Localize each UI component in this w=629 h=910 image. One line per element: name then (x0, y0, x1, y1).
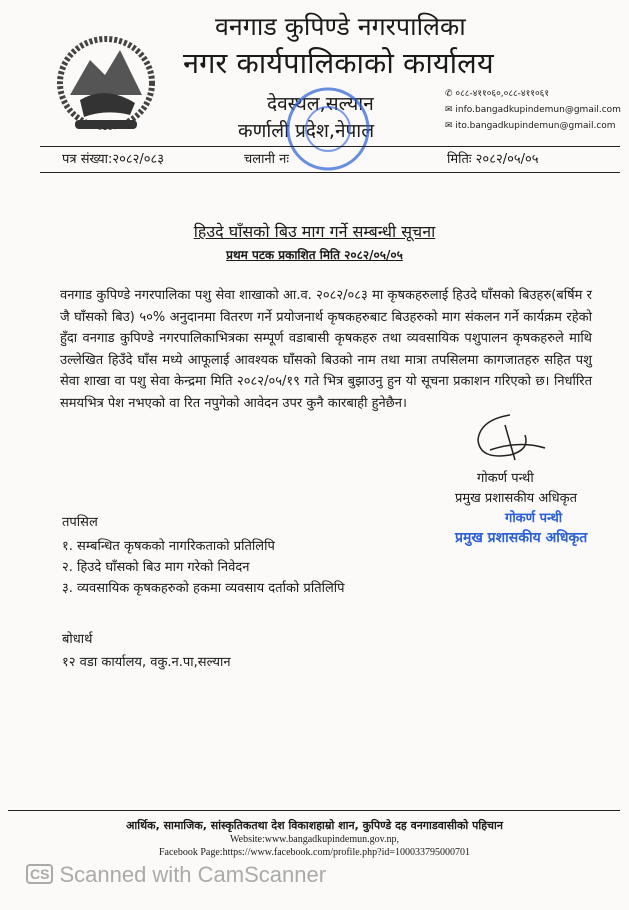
footer-website: Website:www.bangadkupindemun.gov.np, (230, 834, 399, 845)
office-name: नगर कार्यपालिकाको कार्यालय (183, 46, 494, 80)
office-seal-stamp (283, 84, 373, 174)
email-ito: ✉ ito.bangadkupindemun@gmail.com (445, 121, 616, 131)
municipality-name: वनगाड कुपिण्डे नगरपालिका (215, 12, 466, 41)
signature (470, 410, 550, 465)
info-heading: बोधार्थ (62, 632, 93, 647)
stamp-designation: प्रमुख प्रशासकीय अधिकृत (455, 530, 588, 546)
phone-number: ✆ ०८८-४११०६०,०८८-४११०६१ (445, 89, 550, 99)
nepal-emblem-logo (50, 25, 162, 135)
signatory-designation: प्रमुख प्रशासकीय अधिकृत (455, 491, 578, 506)
info-line: १२ वडा कार्यालय, वकु.न.पा,सल्यान (62, 655, 231, 670)
stamp-name: गोकर्ण पन्थी (505, 511, 563, 526)
footer-facebook: Facebook Page:https://www.facebook.com/profile.php?id=100033795000701 (158, 847, 471, 858)
annex-item: ३. व्यवसायिक कृषकहरुको हकमा व्यवसाय दर्ताको प्रतिलिपि (62, 581, 345, 596)
camscanner-watermark: CS Scanned with CamScanner (26, 862, 326, 888)
notice-title: हिउदे घाँसको बिउ माग गर्ने सम्बन्धी सूचना (193, 222, 436, 241)
notice-body: वनगाड कुपिण्डे नगरपालिका पशु सेवा शाखाको आ.व. २०८२/०८३ मा कृषकहरुलाई हिउदे घाँसको बिउहरु(बर्षिम र जै घाँसको बिउ) ५०% अनुदानमा वितरण गर्ने प्रयोजनार्थ कृषकहरुबाट बिउहरुको माग संकलन गर्ने कार्यक्रम रहेको हुँदा वनगाड कुपिण्डे नगरपालिकाभित्रका सम्पूर्ण वडाबासी कृषकहरु तथा व्यवसायिक पशुपालन कृषकहरुले माथि उल्लेखित हिउँदे घाँस मध्ये आफूलाई आवश्यक घाँसको बिउको नाम तथा मात्रा तपसिलमा कागजातहरु सहित पशु सेवा शाखा वा पशु सेवा केन्द्रमा मिति २०८२/०५/१९ गते भित्र बुझाउनु हुन यो सूचना प्रकाशन गरिएको छ। निर्धारित समयभित्र पेश नभएको वा रित नपुगेको आवेदन उपर कुनै कारबाही हुनेछैन। (60, 288, 592, 411)
header-divider-bottom (40, 172, 620, 173)
notice-subtitle: प्रथम पटक प्रकाशित मिति २०८२/०५/०५ (226, 248, 403, 262)
footer-divider (8, 810, 620, 811)
letter-date: मितिः २०८२/०५/०५ (447, 152, 539, 167)
office-location: देवस्थल,सल्यान (267, 93, 374, 115)
header-divider (40, 146, 620, 147)
reference-number: पत्र संख्या:२०८२/०८३ (62, 152, 165, 167)
office-province: कर्णाली प्रदेश,नेपाल (238, 120, 375, 142)
annex-heading: तपसिल (62, 515, 98, 530)
email-info: ✉ info.bangadkupindemun@gmail.com (445, 105, 621, 115)
camscanner-logo: CS (26, 864, 53, 884)
annex-item: २. हिउदे घाँसको बिउ माग गरेको निवेदन (62, 560, 250, 575)
footer-slogan: आर्थिक, सामाजिक, सांस्कृतिकतथा देश विकाशहाम्रो शान, कुपिण्डे दह वनगाडवासीको पहिचान (126, 819, 503, 832)
annex-item: १. सम्बन्धित कृषकको नागरिकताको प्रतिलिपि (62, 539, 275, 554)
signatory-name: गोकर्ण पन्थी (477, 471, 534, 486)
dispatch-number: चलानी नः (244, 152, 289, 167)
